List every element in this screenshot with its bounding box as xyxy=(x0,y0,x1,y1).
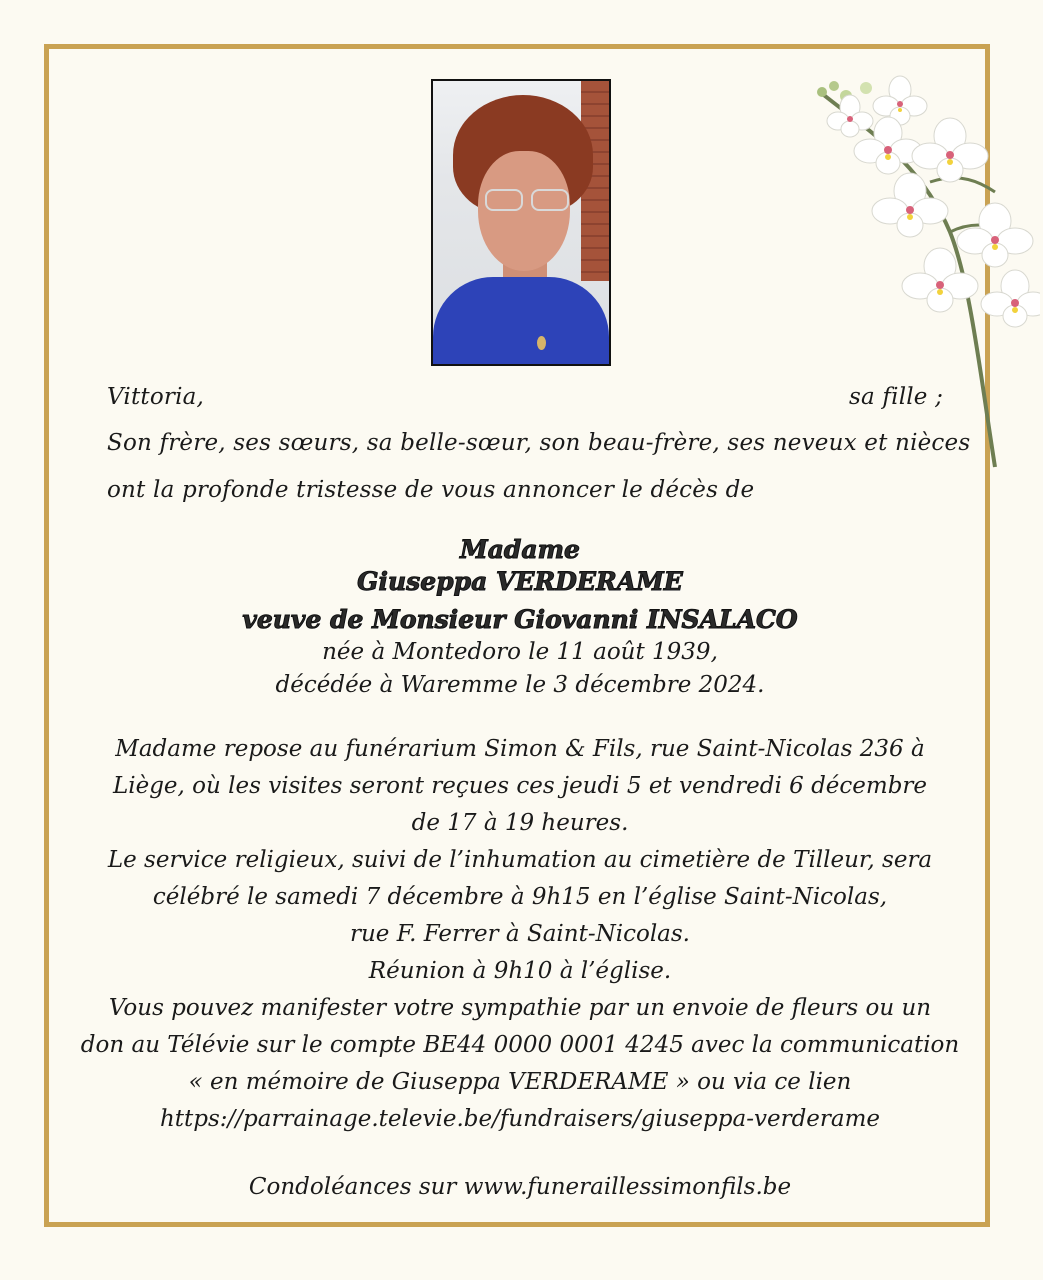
details-line: don au Télévie sur le compte BE44 0000 0001 4245 avec la communication xyxy=(80,1032,960,1058)
details-line: rue F. Ferrer à Saint-Nicolas. xyxy=(349,921,690,947)
daughter-name: Vittoria, xyxy=(107,384,205,410)
condolences-link[interactable]: Condoléances sur www.funeraillessimonfils.be xyxy=(248,1174,792,1200)
details-line: « en mémoire de Giuseppa VERDERAME » ou via ce lien xyxy=(188,1069,852,1095)
details-line: Le service religieux, suivi de l’inhumation au cimetière de Tilleur, sera xyxy=(107,847,933,873)
announcement-line: ont la profonde tristesse de vous annoncer le décès de xyxy=(107,477,755,503)
details-line: de 17 à 19 heures. xyxy=(411,810,629,836)
widow-of-line: veuve de Monsieur Giovanni INSALACO xyxy=(242,605,798,634)
orchid-icon xyxy=(810,72,1040,472)
deceased-title: Madame xyxy=(460,535,580,564)
details-line: Réunion à 9h10 à l’église. xyxy=(368,958,672,984)
details-line: Madame repose au funérarium Simon & Fils, rue Saint-Nicolas 236 à xyxy=(115,736,925,762)
details-line: Liège, où les visites seront reçues ces jeudi 5 et vendredi 6 décembre xyxy=(112,773,928,799)
donation-link[interactable]: https://parrainage.televie.be/fundraisers/giuseppa-verderame xyxy=(159,1106,881,1132)
relatives-line: Son frère, ses sœurs, sa belle-sœur, son beau-frère, ses neveux et nièces xyxy=(107,430,971,456)
deceased-block xyxy=(60,535,980,707)
deceased-name: Giuseppa VERDERAME xyxy=(357,567,683,596)
details-block xyxy=(60,738,980,1145)
death-line: décédée à Waremme le 3 décembre 2024. xyxy=(275,672,765,698)
portrait-photo xyxy=(431,79,611,366)
details-line: célébré le samedi 7 décembre à 9h15 en l’église Saint-Nicolas, xyxy=(152,884,888,910)
details-line: Vous pouvez manifester votre sympathie par un envoie de fleurs ou un xyxy=(108,995,932,1021)
daughter-role: sa fille ; xyxy=(849,384,944,410)
birth-line: née à Montedoro le 11 août 1939, xyxy=(322,639,718,665)
footer xyxy=(60,1176,980,1199)
